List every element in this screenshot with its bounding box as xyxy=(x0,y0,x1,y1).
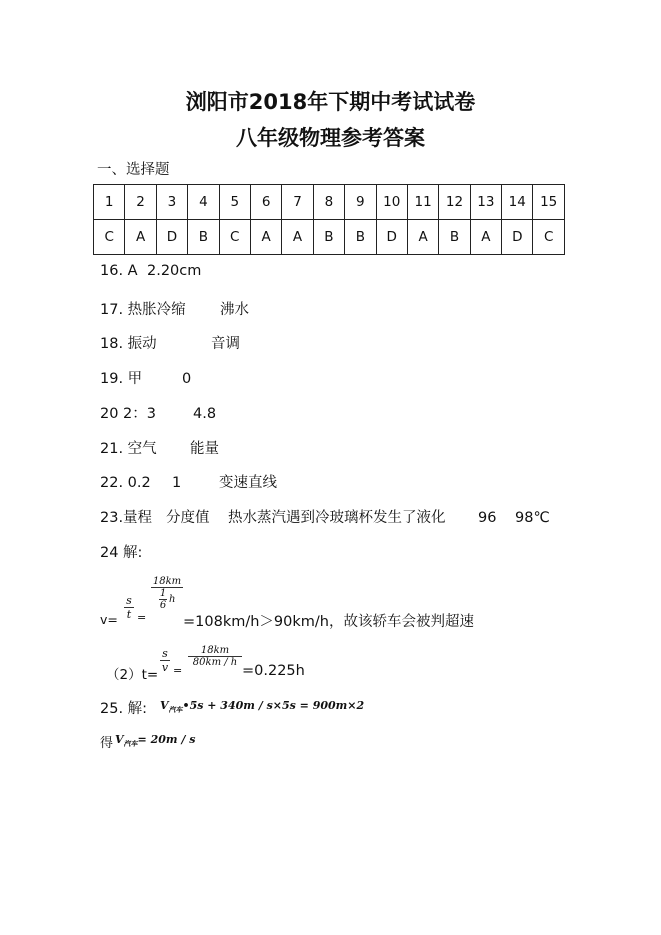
fraction-time-bottom: 80km / h xyxy=(192,657,238,668)
answer-22-value-1: 1 xyxy=(172,475,182,491)
q25-rest: •5s + 340m / s×5s = 900m×2 xyxy=(182,699,365,712)
answer-23 xyxy=(100,506,550,527)
table-row-numbers xyxy=(94,185,565,220)
formula2-prefix: （2）t= xyxy=(106,667,159,683)
table-cell-number: 13 xyxy=(470,185,501,220)
table-cell-number: 6 xyxy=(250,185,281,220)
formula-result: =108km/h＞90km/h，故该轿车会被判超速 xyxy=(183,614,474,630)
q25-result-line xyxy=(100,732,113,751)
fraction-s-over-t xyxy=(124,594,134,621)
answer-20-value: 4.8 xyxy=(193,406,217,422)
fraction-speed-top: 18km xyxy=(152,576,182,587)
answer-22 xyxy=(100,471,277,492)
answer-23-value-4: 98℃ xyxy=(515,510,550,526)
table-cell-answer: D xyxy=(156,220,187,255)
table-cell-number: 1 xyxy=(94,185,125,220)
fraction-s: s xyxy=(126,594,132,607)
fraction-v: v xyxy=(161,661,169,674)
answer-23-value-3: 96 xyxy=(478,510,497,526)
answer-22-value-2: 变速直线 xyxy=(219,475,277,491)
table-cell-answer: D xyxy=(502,220,533,255)
table-cell-number: 8 xyxy=(313,185,344,220)
table-cell-answer: A xyxy=(407,220,438,255)
q25-equation xyxy=(160,699,364,715)
table-cell-answer: D xyxy=(376,220,407,255)
answer-23-value-1: 分度值 xyxy=(166,510,210,526)
answer-16-label: 16. A xyxy=(100,263,138,279)
table-cell-number: 7 xyxy=(282,185,313,220)
page-title: 浏阳市2018年下期中考试试卷 xyxy=(185,90,476,114)
table-cell-answer: B xyxy=(439,220,470,255)
table-cell-number: 14 xyxy=(502,185,533,220)
table-cell-answer: B xyxy=(313,220,344,255)
fraction-speed xyxy=(151,576,183,614)
table-cell-answer: A xyxy=(250,220,281,255)
formula2-result: =0.225h xyxy=(242,663,305,679)
table-row-answers xyxy=(94,220,565,255)
table-cell-number: 4 xyxy=(188,185,219,220)
fraction-time xyxy=(188,645,242,668)
answer-21 xyxy=(100,437,219,458)
answer-16 xyxy=(100,263,201,279)
q25-res-rest: = 20m / s xyxy=(137,733,196,746)
section-heading: 一、选择题 xyxy=(97,162,170,178)
answer-23-value-2: 热水蒸汽遇到冷玻璃杯发生了液化 xyxy=(228,510,446,526)
formula-v-prefix: v= xyxy=(100,612,118,627)
q25-sub: 汽车 xyxy=(168,705,183,715)
answer-19-label: 19. 甲 xyxy=(100,371,143,387)
fraction-s: s xyxy=(162,647,168,660)
answer-19 xyxy=(100,367,191,388)
answer-16-value: 2.20cm xyxy=(147,263,202,279)
table-cell-answer: B xyxy=(345,220,376,255)
q25-res-var: V xyxy=(115,733,124,746)
fraction-six: 6 xyxy=(159,600,167,611)
answer-22-label: 22. 0.2 xyxy=(100,475,151,491)
answer-20-label: 20 2：3 xyxy=(100,406,157,422)
table-cell-number: 11 xyxy=(407,185,438,220)
q25-var: V xyxy=(160,699,169,712)
fraction-time-top: 18km xyxy=(200,645,230,656)
page-subtitle: 八年级物理参考答案 xyxy=(236,126,425,150)
table-cell-answer: B xyxy=(188,220,219,255)
fraction-s-over-v xyxy=(160,647,170,674)
answer-23-label: 23.量程 xyxy=(100,510,153,526)
fraction-speed-bottom xyxy=(151,588,183,614)
table-cell-number: 3 xyxy=(156,185,187,220)
q25-res-sub: 汽车 xyxy=(123,739,138,749)
fraction-h: h xyxy=(169,594,176,605)
answer-20 xyxy=(100,402,216,423)
answer-24-label: 24 解: xyxy=(100,545,143,561)
formula2-eq: = xyxy=(173,664,183,677)
answer-19-value: 0 xyxy=(182,371,192,387)
answer-18-label: 18. 振动 xyxy=(100,336,157,352)
table-cell-number: 5 xyxy=(219,185,250,220)
fraction-one: 1 xyxy=(159,588,167,599)
answer-17 xyxy=(100,298,249,319)
fraction-t: t xyxy=(126,608,132,621)
table-cell-answer: A xyxy=(282,220,313,255)
table-cell-answer: A xyxy=(470,220,501,255)
answer-table xyxy=(93,184,565,255)
table-cell-number: 15 xyxy=(533,185,564,220)
answer-18-value: 音调 xyxy=(211,336,240,352)
answer-17-value: 沸水 xyxy=(220,302,249,318)
table-cell-number: 2 xyxy=(125,185,156,220)
table-cell-number: 10 xyxy=(376,185,407,220)
q25-de: 得 xyxy=(100,736,114,751)
table-cell-answer: A xyxy=(125,220,156,255)
table-cell-answer: C xyxy=(94,220,125,255)
table-cell-number: 12 xyxy=(439,185,470,220)
answer-21-value: 能量 xyxy=(190,441,219,457)
q25-result xyxy=(115,733,195,749)
answer-18 xyxy=(100,332,240,353)
formula-eq: = xyxy=(137,611,147,624)
answer-21-label: 21. 空气 xyxy=(100,441,157,457)
table-cell-answer: C xyxy=(533,220,564,255)
answer-17-label: 17. 热胀冷缩 xyxy=(100,302,186,318)
table-cell-answer: C xyxy=(219,220,250,255)
table-cell-number: 9 xyxy=(345,185,376,220)
answer-25-label: 25. 解: xyxy=(100,701,148,717)
